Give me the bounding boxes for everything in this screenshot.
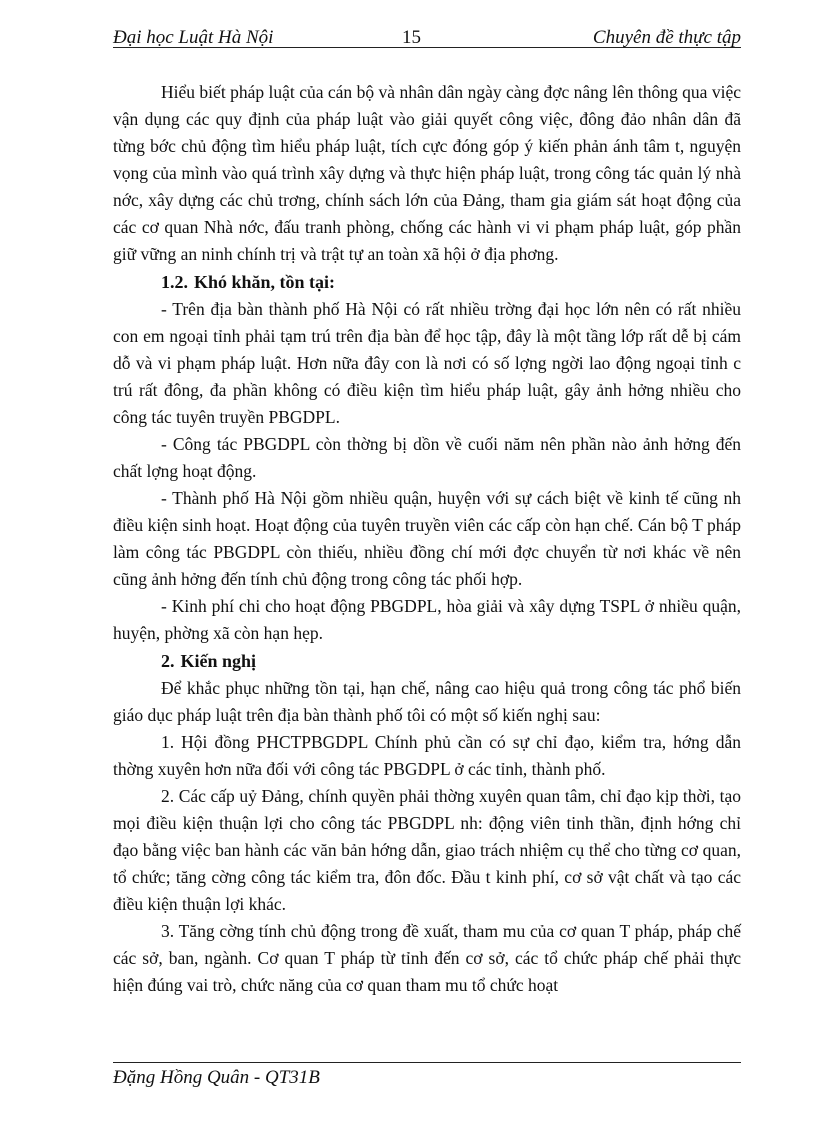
section-title: Khó khăn, tồn tại:	[194, 272, 336, 292]
section-number: 2.	[161, 651, 175, 671]
section-heading-difficulties	[113, 268, 741, 296]
page-footer	[113, 1062, 741, 1089]
paragraph-difficulty-districts: - Thành phố Hà Nội gồm nhiều quận, huyện với sự cách biệt về kinh tế cũng nh điều kiện sinh hoạt. Hoạt động của tuyên truyền viên các cấp còn hạn chế. Cán bộ T pháp làm công tác PBGDPL còn thiếu, nhiều đồng chí mới đợc chuyển từ nơi khác về nên cũng ảnh hởng đến tính chủ động trong công tác phối hợp.	[113, 488, 741, 589]
section-title: Kiến nghị	[180, 651, 257, 671]
header-document-type: Chuyên đề thực tập	[592, 27, 741, 48]
paragraph-difficulty-funding: - Kinh phí chi cho hoạt động PBGDPL, hòa giải và xây dựng TSPL ở nhiều quận, huyện, phờng xã còn hạn hẹp.	[113, 596, 741, 643]
footer-author: Đặng Hồng Quân - QT31B	[113, 1067, 320, 1088]
page-body	[113, 79, 741, 999]
paragraph-recommendation-3: 3. Tăng cờng tính chủ động trong đề xuất, tham mu của cơ quan T pháp, pháp chế các sở, ban, ngành. Cơ quan T pháp từ tỉnh đến cơ sở, các tổ chức pháp chế phải thực hiện đúng vai trò, chức năng của cơ quan tham mu tổ chức hoạt	[113, 921, 741, 995]
paragraph-recommendation-1: 1. Hội đồng PHCTPBGDPL Chính phủ cần có sự chỉ đạo, kiểm tra, hớng dẫn thờng xuyên hơn nữa đối với công tác PBGDPL ở các tỉnh, thành phố.	[113, 732, 741, 779]
section-number: 1.2.	[161, 272, 188, 292]
header-institution: Đại học Luật Hà Nội	[113, 27, 274, 48]
paragraph-awareness: Hiểu biết pháp luật của cán bộ và nhân dân ngày càng đợc nâng lên thông qua việc vận dụng các quy định của pháp luật vào giải quyết công việc, đông đảo nhân dân đã từng bớc chủ động tìm hiểu pháp luật, tích cực đóng góp ý kiến phản ánh tâm t, nguyện vọng của mình vào quá trình xây dựng và thực hiện pháp luật, trong công tác quản lý nhà nớc, xây dựng các chủ trơng, chính sách lớn của Đảng, tham gia giám sát hoạt động của các cơ quan Nhà nớc, đấu tranh phòng, chống các hành vi vi phạm pháp luật, góp phần giữ vững an ninh chính trị và trật tự an toàn xã hội ở địa phơng.	[113, 82, 741, 264]
paragraph-recommendation-2: 2. Các cấp uỷ Đảng, chính quyền phải thờng xuyên quan tâm, chỉ đạo kịp thời, tạo mọi điều kiện thuận lợi cho công tác PBGDPL nh: động viên tinh thần, định hớng chỉ đạo bằng việc ban hành các văn bản hớng dẫn, giao trách nhiệm cụ thể cho từng cơ quan, tổ chức; tăng cờng công tác kiểm tra, đôn đốc. Đầu t kinh phí, cơ sở vật chất và tạo các điều kiện thuận lợi khác.	[113, 786, 741, 914]
page-number: 15	[402, 27, 421, 48]
section-heading-recommendations	[113, 647, 741, 675]
paragraph-difficulty-students: - Trên địa bàn thành phố Hà Nội có rất nhiều trờng đại học lớn nên có rất nhiều con em ngoại tỉnh phải tạm trú trên địa bàn để học tập, đây là một tầng lớp rất dễ bị cám dỗ và vi phạm pháp luật. Hơn nữa đây con là nơi có số lợng ngời lao động ngoại tỉnh c trú rất đông, đa phần không có điều kiện tìm hiểu pháp luật, gây ảnh hởng nhiều cho công tác tuyên truyền PBGDPL.	[113, 299, 741, 427]
header-rule	[113, 47, 741, 48]
paragraph-recommendations-intro: Để khắc phục những tồn tại, hạn chế, nâng cao hiệu quả trong công tác phổ biến giáo dục pháp luật trên địa bàn thành phố tôi có một số kiến nghị sau:	[113, 678, 741, 725]
paragraph-difficulty-year-end: - Công tác PBGDPL còn thờng bị dồn về cuối năm nên phần nào ảnh hởng đến chất lợng hoạt động.	[113, 434, 741, 481]
footer-rule	[113, 1062, 741, 1063]
page-header	[113, 24, 741, 48]
